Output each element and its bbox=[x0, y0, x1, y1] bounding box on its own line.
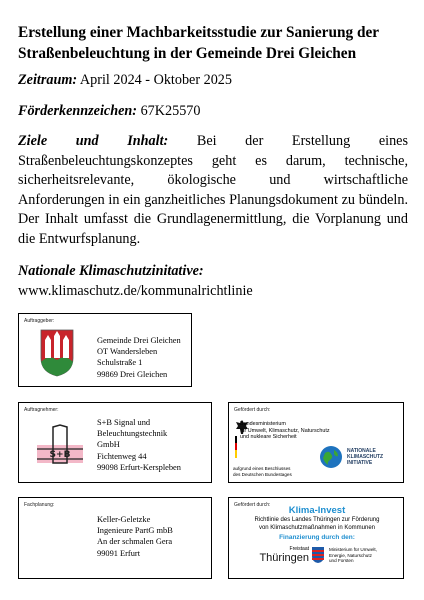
fachplanung-label: Fachplanung: bbox=[24, 502, 55, 508]
ziele-text: Bei der Erstellung eines Straßenbeleuchtungskonzeptes geht es darum, technische, sicherheitsrelevante, ökologische und wirtschaftliche Anforderungen in ein ganzheitliches Planungsdokument zu bündeln. Der Inhalt umfasst die Grundlagenermittlung, die Vorplanung und die Entwurfsplanung. bbox=[18, 133, 408, 247]
foerderkennzeichen-value: 67K25570 bbox=[137, 103, 201, 119]
nki-wordmark-line: INITIATIVE bbox=[347, 459, 373, 466]
foerderkennzeichen-label: Förderkennzeichen: bbox=[18, 103, 138, 119]
auftraggeber-line: 99869 Drei Gleichen bbox=[97, 369, 168, 379]
klima-label: Gefördert durch: bbox=[234, 502, 271, 508]
auftragnehmer-box bbox=[18, 402, 212, 483]
nki-url[interactable]: www.klimaschutz.de/kommunalrichtlinie bbox=[18, 283, 253, 299]
auftragnehmer-label: Auftragnehmer: bbox=[24, 407, 59, 413]
bmu-ministry-name bbox=[240, 421, 330, 441]
auftraggeber-line: Schulstraße 1 bbox=[97, 358, 143, 368]
auftragnehmer-line: GmbH bbox=[97, 440, 120, 450]
thueringen-wordmark bbox=[257, 546, 309, 564]
thueringen-ministry bbox=[329, 547, 377, 564]
auftraggeber-address bbox=[97, 335, 181, 380]
zeitraum-label: Zeitraum: bbox=[18, 72, 78, 88]
ziele-paragraph bbox=[18, 132, 408, 249]
nki-wordmark-line: NATIONALE bbox=[347, 448, 376, 454]
german-flag-stripe-icon bbox=[235, 436, 237, 458]
bmu-funding-box bbox=[228, 402, 404, 483]
bmu-label: Gefördert durch: bbox=[234, 407, 271, 413]
nki-heading: Nationale Klimaschutzinitative: bbox=[18, 263, 204, 279]
bmu-note-line: des Deutschen Bundestages bbox=[233, 471, 292, 477]
fachplanung-box bbox=[18, 497, 212, 579]
sb-company-logo-icon bbox=[35, 423, 85, 465]
bmu-ministry-line: für Umwelt, Klimaschutz, Naturschutz bbox=[240, 427, 330, 434]
fachplanung-address bbox=[97, 514, 173, 559]
klima-invest-box bbox=[228, 497, 404, 579]
thueringen-ministry-line: Energie, Naturschutz bbox=[329, 552, 372, 558]
bmu-ministry-line: Bundesministerium bbox=[240, 421, 286, 427]
page-title: Erstellung einer Machbarkeitsstudie zur Sanierung der Straßenbeleuchtung in der Gemeinde Drei Gleichen bbox=[18, 24, 379, 62]
thueringen-ministry-line: und Forsten bbox=[329, 558, 354, 564]
thueringen-name: Thüringen bbox=[259, 552, 309, 564]
ziele-label: Ziele und Inhalt: bbox=[18, 133, 169, 149]
auftraggeber-line: OT Wandersleben bbox=[97, 347, 158, 357]
klima-financing-label: Finanzierung durch den: bbox=[279, 534, 355, 541]
zeitraum-value: April 2024 - Oktober 2025 bbox=[77, 72, 232, 88]
klima-invest-description bbox=[229, 517, 405, 532]
bmu-bundestag-note bbox=[233, 466, 292, 477]
auftragnehmer-line: Beleuchtungstechnik bbox=[97, 429, 168, 439]
zeitraum-line bbox=[18, 70, 232, 90]
fachplanung-line: An der schmalen Gera bbox=[97, 537, 173, 547]
thueringen-small: Freistaat bbox=[289, 546, 309, 552]
fachplanung-line: Ingenieure PartG mbB bbox=[97, 526, 173, 536]
sb-logo-text: S+B bbox=[49, 450, 71, 460]
auftragnehmer-line: 99098 Erfurt-Kerspleben bbox=[97, 462, 181, 472]
nki-wordmark-line: KLIMASCHUTZ bbox=[347, 453, 384, 460]
fachplanung-line: 99091 Erfurt bbox=[97, 548, 141, 558]
auftraggeber-label: Auftraggeber: bbox=[24, 318, 55, 324]
bmu-note-line: aufgrund eines Beschlusses bbox=[233, 466, 291, 471]
klima-description-line: Richtlinie des Landes Thüringen zur Förderung bbox=[254, 517, 380, 523]
auftraggeber-line: Gemeinde Drei Gleichen bbox=[97, 336, 181, 345]
klima-description-line: von Klimaschutzmaßnahmen in Kommunen bbox=[258, 524, 376, 531]
fachplanung-line: Keller-Geletzke bbox=[97, 515, 151, 524]
nki-globe-icon bbox=[319, 445, 343, 469]
auftragnehmer-line: S+B Signal und bbox=[97, 418, 151, 427]
thueringen-ministry-line: Ministerium für Umwelt, bbox=[329, 547, 377, 552]
drei-gleichen-coat-of-arms-icon bbox=[39, 328, 75, 378]
klima-invest-title: Klima-Invest bbox=[288, 505, 346, 516]
bmu-ministry-line: und nukleare Sicherheit bbox=[240, 434, 297, 441]
auftragnehmer-line: Fichtenweg 44 bbox=[97, 451, 147, 461]
auftraggeber-box bbox=[18, 313, 192, 387]
thueringen-lion-crest-icon bbox=[311, 546, 325, 564]
nki-wordmark bbox=[347, 449, 383, 466]
foerderkennzeichen-line bbox=[18, 101, 200, 121]
auftragnehmer-address bbox=[97, 417, 181, 473]
